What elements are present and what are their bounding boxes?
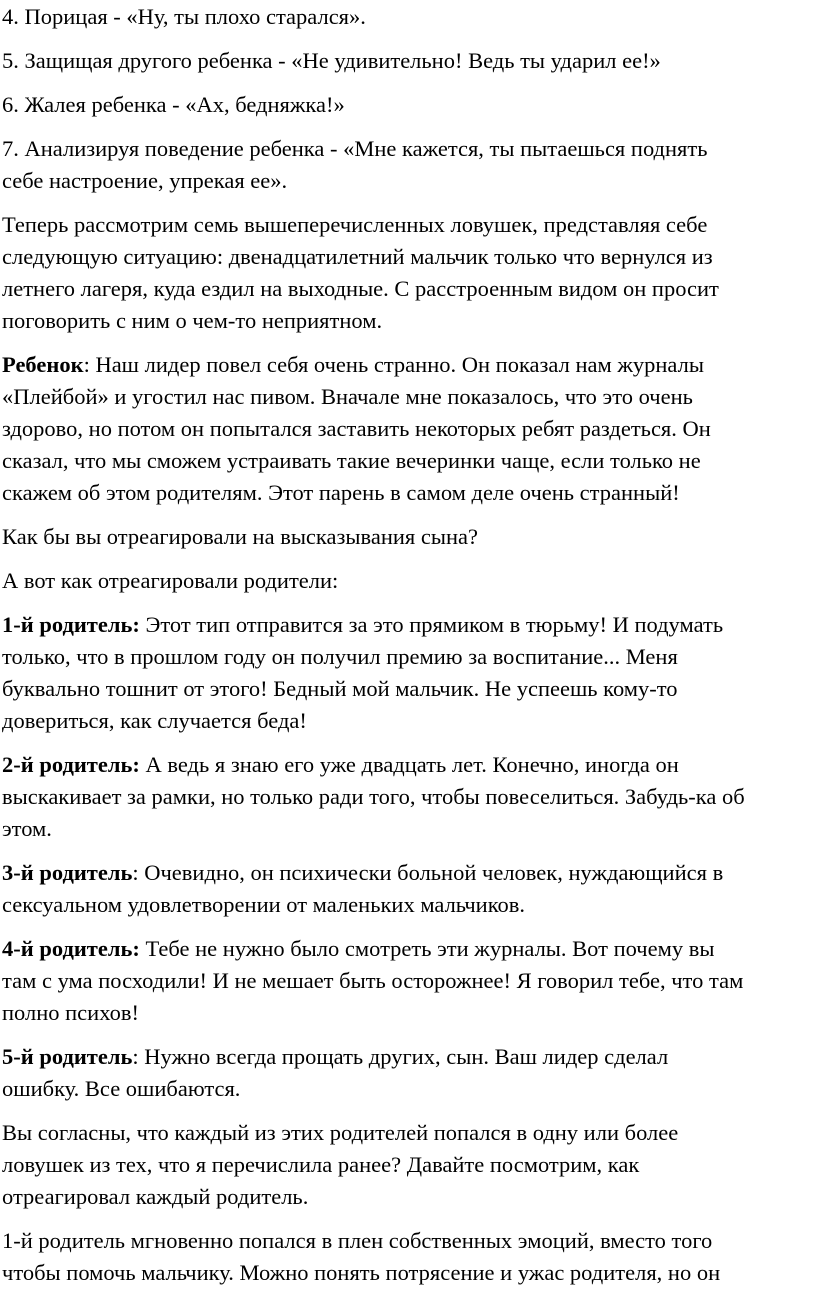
paragraph	[2, 933, 816, 1029]
speaker-label: 5-й родитель	[2, 1044, 133, 1069]
text-line	[2, 749, 816, 781]
text-line: «Плейбой» и угостил нас пивом. Вначале мне показалось, что это очень	[2, 384, 693, 409]
text-line: отреагировал каждый родитель.	[2, 1184, 309, 1209]
text-line: полно психов!	[2, 1000, 139, 1025]
text-line	[2, 1041, 816, 1073]
document-body	[2, 1, 816, 1301]
text-line: Вы согласны, что каждый из этих родителей попался в одну или более	[2, 1120, 679, 1145]
text-line: 6. Жалея ребенка - «Ах, бедняжка!»	[2, 92, 345, 117]
text-line: поговорить с ним о чем-то неприятном.	[2, 308, 383, 333]
text-line	[2, 857, 816, 889]
text-line: только, что в прошлом году он получил премию за воспитание... Меня	[2, 644, 678, 669]
paragraph	[2, 749, 816, 845]
text-line: себе настроение, упрекая ее».	[2, 168, 288, 193]
text-line: ловушек из тех, что я перечислила ранее? Давайте посмотрим, как	[2, 1152, 640, 1177]
speaker-label: Ребенок	[2, 352, 84, 377]
speaker-text: А ведь я знаю его уже двадцать лет. Конечно, иногда он	[139, 752, 679, 777]
speaker-label: 4-й родитель:	[2, 936, 140, 961]
paragraph	[2, 209, 816, 337]
text-line: А вот как отреагировали родители:	[2, 568, 339, 593]
text-line: 5. Защищая другого ребенка - «Не удивительно! Ведь ты ударил ее!»	[2, 48, 661, 73]
text-line: Теперь рассмотрим семь вышеперечисленных ловушек, представляя себе	[2, 212, 708, 237]
paragraph	[2, 857, 816, 921]
paragraph	[2, 521, 816, 553]
paragraph	[2, 89, 816, 121]
speaker-label: 1-й родитель:	[2, 612, 140, 637]
text-line: скажем об этом родителям. Этот парень в самом деле очень странный!	[2, 480, 680, 505]
text-line	[2, 933, 816, 965]
speaker-label: 3-й родитель	[2, 860, 133, 885]
paragraph	[2, 609, 816, 737]
text-line	[2, 349, 816, 381]
text-line: здорово, но потом он попытался заставить некоторых ребят раздеться. Он	[2, 416, 711, 441]
paragraph	[2, 565, 816, 597]
text-line: сказал, что мы сможем устраивать такие вечеринки чаще, если только не	[2, 448, 701, 473]
paragraph	[2, 45, 816, 77]
text-line: летнего лагеря, куда ездил на выходные. С расстроенным видом он просит	[2, 276, 719, 301]
speaker-text: : Нужно всегда прощать других, сын. Ваш лидер сделал	[132, 1044, 669, 1069]
paragraph	[2, 1225, 816, 1289]
text-line: там с ума посходили! И не мешает быть осторожнее! Я говорил тебе, что там	[2, 968, 744, 993]
paragraph	[2, 1041, 816, 1105]
paragraph	[2, 133, 816, 197]
text-line: ошибку. Все ошибаются.	[2, 1076, 241, 1101]
text-line: выскакивает за рамки, но только ради того, чтобы повеселиться. Забудь-ка об	[2, 784, 745, 809]
text-line: буквально тошнит от этого! Бедный мой мальчик. Не успеешь кому-то	[2, 676, 678, 701]
speaker-text: : Очевидно, он психически больной человек, нуждающийся в	[132, 860, 724, 885]
paragraph	[2, 1, 816, 33]
paragraph	[2, 349, 816, 509]
text-line: чтобы помочь мальчику. Можно понять потрясение и ужас родителя, но он	[2, 1260, 721, 1285]
speaker-text: : Наш лидер повел себя очень странно. Он показал нам журналы	[83, 352, 704, 377]
text-line: следующую ситуацию: двенадцатилетний мальчик только что вернулся из	[2, 244, 713, 269]
text-line: 7. Анализируя поведение ребенка - «Мне кажется, ты пытаешься поднять	[2, 136, 708, 161]
text-line: этом.	[2, 816, 52, 841]
text-line	[2, 609, 816, 641]
text-line: 4. Порицая - «Ну, ты плохо старался».	[2, 4, 366, 29]
speaker-label: 2-й родитель:	[2, 752, 140, 777]
text-line: сексуальном удовлетворении от маленьких мальчиков.	[2, 892, 526, 917]
speaker-text: Тебе не нужно было смотреть эти журналы. Вот почему вы	[139, 936, 715, 961]
text-line: Как бы вы отреагировали на высказывания сына?	[2, 524, 478, 549]
text-line: довериться, как случается беда!	[2, 708, 307, 733]
text-line: 1-й родитель мгновенно попался в плен собственных эмоций, вместо того	[2, 1228, 713, 1253]
speaker-text: Этот тип отправится за это прямиком в тюрьму! И подумать	[139, 612, 724, 637]
paragraph	[2, 1117, 816, 1213]
